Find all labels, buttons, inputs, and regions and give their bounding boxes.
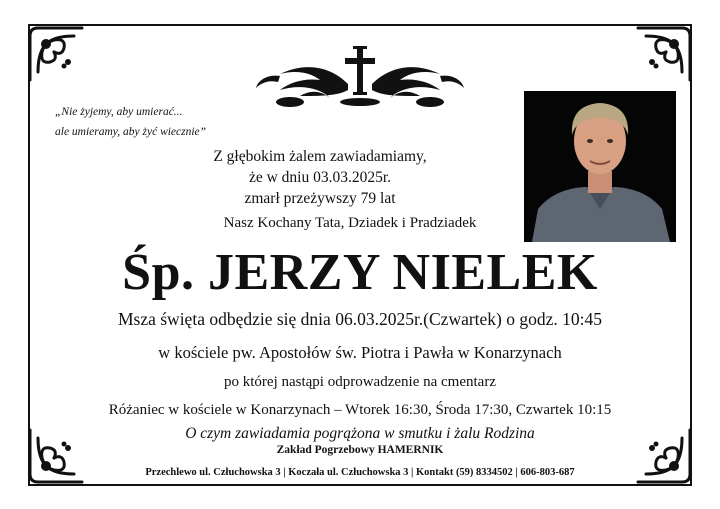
- deceased-name: Śp. JERZY NIELEK: [122, 244, 598, 301]
- intro-line: że w dniu 03.03.2025r.: [248, 169, 392, 186]
- intro-line: zmarł przeżywszy 79 lat: [244, 190, 396, 207]
- quote-line: „Nie żyjemy, aby umierać...: [55, 106, 183, 118]
- funeral-home: Zakład Pogrzebowy HAMERNIK: [276, 444, 444, 456]
- corner-flourish-icon: [24, 22, 88, 86]
- corner-flourish-icon: [632, 22, 696, 86]
- footer-contact: Przechlewo ul. Człuchowska 3 | Koczała ul. Człuchowska 3 | Kontakt (59) 8334502 | 606-803-687: [145, 467, 575, 478]
- quote: [55, 102, 255, 142]
- rosary-info: Różaniec w kościele w Konarzynach – Wtorek 16:30, Środa 17:30, Czwartek 10:15: [108, 402, 612, 418]
- portrait-photo: [524, 91, 676, 242]
- intro: [195, 146, 445, 209]
- quote-line: ale umieramy, aby żyć wiecznie”: [55, 126, 207, 138]
- cross-ornament-icon: [250, 44, 470, 114]
- mass-info: Msza święta odbędzie się dnia 06.03.2025r.(Czwartek) o godz. 10:45: [117, 309, 603, 329]
- intro-line: Z głębokim żalem zawiadamiamy,: [213, 148, 427, 165]
- family-relation: Nasz Kochany Tata, Dziadek i Pradziadek: [223, 215, 477, 231]
- family-notice: O czym zawiadamia pogrążona w smutku i żalu Rodzina: [185, 425, 535, 442]
- cemetery-info: po której nastąpi odprowadzenie na cmentarz: [224, 374, 496, 390]
- church-info: w kościele pw. Apostołów św. Piotra i Pawła w Konarzynach: [158, 343, 562, 362]
